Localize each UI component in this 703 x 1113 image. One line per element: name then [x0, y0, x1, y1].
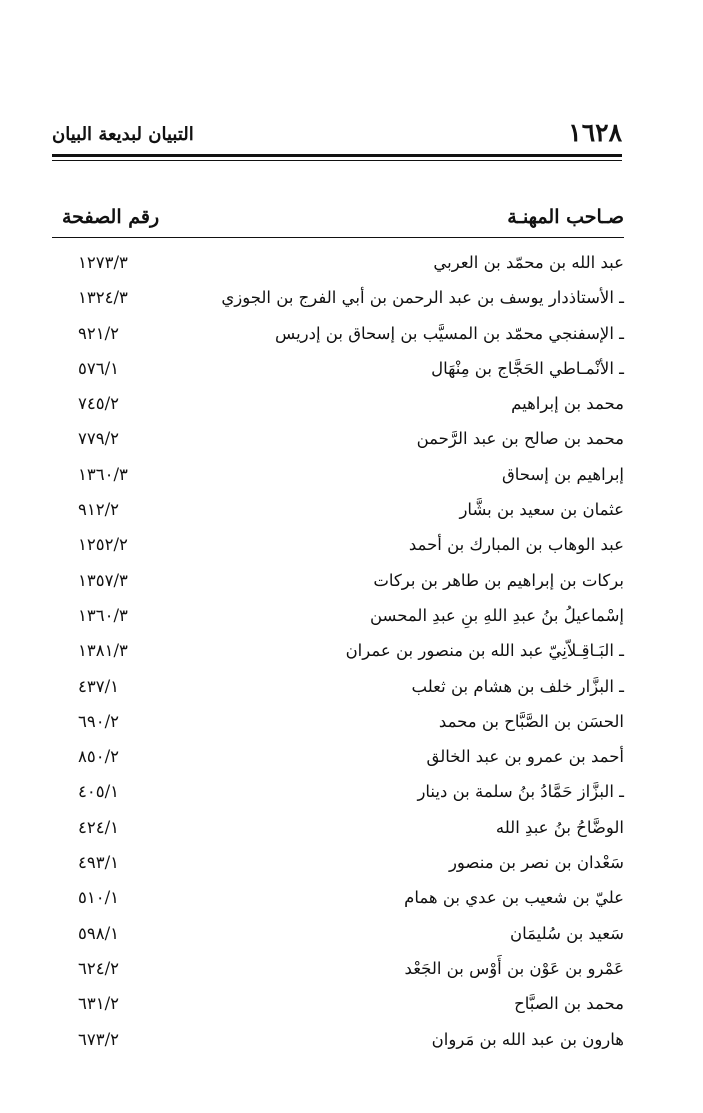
entry-person-name: الحسَن بن الصَّبَّاح بن محمد	[438, 711, 624, 731]
index-entry-row	[52, 281, 624, 316]
entry-page-reference: ٧٤٥/٢	[78, 394, 120, 414]
page-number: ١٦٢٨	[568, 118, 622, 147]
entry-page-reference: ١٣٦٠/٣	[78, 464, 128, 484]
entry-page-reference: ٥٧٦/١	[78, 358, 120, 378]
index-entry-row	[52, 811, 624, 846]
entry-person-name: ـ الأستاذدار يوسف بن عبد الرحمن بن أبي الفرج بن الجوزي	[221, 288, 624, 308]
entry-page-reference: ٦٧٣/٢	[78, 1029, 120, 1049]
index-entry-row	[52, 317, 624, 352]
index-entry-row	[52, 987, 624, 1022]
header-rule-thick	[52, 154, 622, 157]
entry-person-name: عثمان بن سعيد بن بشَّار	[459, 500, 624, 520]
entry-page-reference: ٦٣١/٢	[78, 994, 120, 1014]
index-entry-row	[52, 670, 624, 705]
entry-person-name: ـ البزَّار خلف بن هشام بن ثعلب	[411, 676, 624, 696]
index-entry-row	[52, 599, 624, 634]
index-entry-row	[52, 528, 624, 563]
index-entry-row	[52, 634, 624, 669]
index-entry-row	[52, 493, 624, 528]
table-header	[52, 203, 624, 233]
entry-person-name: ـ البَـاقِـلاّنِيّ عبد الله بن منصور بن عمران	[345, 641, 624, 661]
entry-person-name: عَمْرو بن عَوْن بن أَوْس بن الجَعْد	[404, 958, 624, 978]
index-entry-row	[52, 740, 624, 775]
entry-page-reference: ٨٥٠/٢	[78, 747, 120, 767]
entry-page-reference: ٥١٠/١	[78, 888, 120, 908]
index-entry-row	[52, 387, 624, 422]
entry-person-name: عبد الوهاب بن المبارك بن أحمد	[408, 535, 624, 555]
entry-person-name: إسْماعيلُ بنُ عبدِ اللهِ بنِ عبدِ المحسن	[369, 605, 624, 625]
entry-person-name: الوضَّاحُ بنُ عبدِ الله	[495, 817, 624, 837]
column-header-profession-holder: صـاحب المهنـة	[507, 206, 624, 228]
entry-page-reference: ٩١٢/٢	[78, 500, 120, 520]
entry-person-name: ـ الإسفنجي محمّد بن المسيَّب بن إسحاق بن إدريس	[275, 323, 624, 343]
entry-person-name: ـ البزَّاز حَمَّادُ بنُ سلمة بن دينار	[417, 782, 624, 802]
entry-page-reference: ١٢٧٣/٣	[78, 253, 128, 272]
entry-person-name: سَعيد بن سُليمَان	[509, 923, 624, 943]
entry-page-reference: ٦٢٤/٢	[78, 958, 120, 978]
entry-page-reference: ٩٢١/٢	[78, 323, 120, 343]
entry-person-name: محمد بن الصبَّاح	[514, 994, 624, 1014]
entry-page-reference: ٤٠٥/١	[78, 782, 120, 802]
entry-page-reference: ٤٩٣/١	[78, 853, 120, 873]
entry-person-name: سَعْدان بن نصر بن منصور	[448, 853, 624, 873]
running-header	[52, 118, 622, 152]
entry-person-name: عليّ بن شعيب بن عدي بن همام	[404, 888, 624, 908]
index-entries	[52, 246, 624, 1058]
index-entry-row	[52, 246, 624, 281]
index-entry-row	[52, 705, 624, 740]
entry-page-reference: ١٣٦٠/٣	[78, 605, 128, 625]
entry-page-reference: ٦٩٠/٢	[78, 711, 120, 731]
entry-page-reference: ١٣٥٧/٣	[78, 570, 128, 590]
entry-person-name: محمد بن إبراهيم	[511, 394, 624, 414]
entry-page-reference: ٤٣٧/١	[78, 676, 120, 696]
index-entry-row	[52, 952, 624, 987]
entry-person-name: بركات بن إبراهيم بن طاهر بن بركات	[373, 570, 624, 590]
entry-page-reference: ٥٩٨/١	[78, 923, 120, 943]
book-title: التبيان لبديعة البيان	[52, 124, 194, 145]
entry-person-name: ـ الأنْمـاطي الحَجَّاج بن مِنْهَال	[431, 358, 624, 378]
index-entry-row	[52, 422, 624, 457]
entry-page-reference: ١٢٥٢/٢	[78, 535, 128, 555]
header-rule-thin	[52, 160, 622, 161]
entry-page-reference: ١٣٢٤/٣	[78, 288, 128, 308]
column-header-page-number: رقم الصفحة	[62, 206, 160, 228]
index-entry-row	[52, 881, 624, 916]
entry-page-reference: ٤٢٤/١	[78, 817, 120, 837]
entry-page-reference: ٧٧٩/٢	[78, 429, 120, 449]
table-header-rule	[52, 237, 624, 238]
index-entry-row	[52, 564, 624, 599]
index-entry-row	[52, 352, 624, 387]
index-entry-row	[52, 846, 624, 881]
entry-page-reference: ١٣٨١/٣	[78, 641, 128, 661]
index-entry-row	[52, 775, 624, 810]
entry-person-name: محمد بن صالح بن عبد الرَّحمن	[416, 429, 624, 449]
entry-person-name: إبراهيم بن إسحاق	[501, 464, 624, 484]
index-entry-row	[52, 917, 624, 952]
index-entry-row	[52, 1023, 624, 1058]
entry-person-name: عبد الله بن محمّد بن العربي	[433, 253, 624, 272]
entry-person-name: هارون بن عبد الله بن مَروان	[431, 1029, 624, 1049]
index-entry-row	[52, 458, 624, 493]
entry-person-name: أحمد بن عمرو بن عبد الخالق	[426, 747, 624, 767]
